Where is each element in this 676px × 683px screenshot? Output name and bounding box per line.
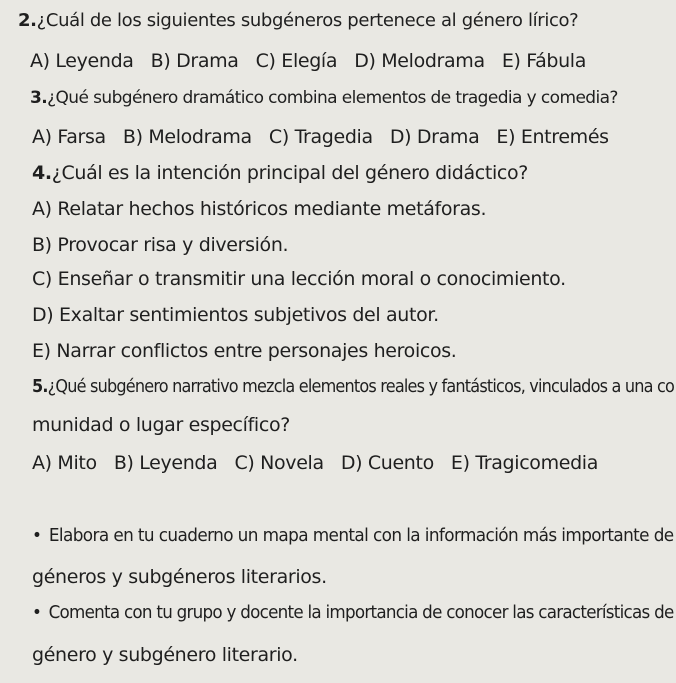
bullet-icon: • xyxy=(32,525,42,546)
question-4-option: B) Provocar risa y diversión. xyxy=(32,234,289,256)
question-4-option: C) Enseñar o transmitir una lección moral o conocimiento. xyxy=(32,268,566,290)
task-text: Comenta con tu grupo y docente la importancia de conocer las características de xyxy=(48,602,674,623)
task-2 xyxy=(32,602,674,623)
task-2-continuation: género y subgénero literario. xyxy=(32,644,298,666)
question-2 xyxy=(18,10,578,31)
question-text: ¿Cuál es la intención principal del género didáctico? xyxy=(51,162,528,184)
question-4-option: D) Exaltar sentimientos subjetivos del autor. xyxy=(32,304,439,326)
question-number: 2. xyxy=(18,10,37,31)
question-number: 5. xyxy=(32,376,48,397)
question-number: 4. xyxy=(32,162,52,184)
task-1 xyxy=(32,525,674,546)
question-text: ¿Qué subgénero narrativo mezcla elementos reales y fantásticos, vinculados a una co xyxy=(47,376,675,397)
question-4 xyxy=(32,162,528,184)
question-2-options: A) Leyenda B) Drama C) Elegía D) Melodrama E) Fábula xyxy=(30,50,586,72)
task-1-continuation: géneros y subgéneros literarios. xyxy=(32,566,327,588)
question-3 xyxy=(30,88,618,108)
question-4-option: E) Narrar conflictos entre personajes heroicos. xyxy=(32,340,457,362)
question-5-options: A) Mito B) Leyenda C) Novela D) Cuento E) Tragicomedia xyxy=(32,452,599,474)
question-text: ¿Qué subgénero dramático combina elementos de tragedia y comedia? xyxy=(47,88,618,108)
task-text: Elabora en tu cuaderno un mapa mental con la información más importante de xyxy=(48,525,674,546)
question-5-continuation: munidad o lugar específico? xyxy=(32,414,290,436)
question-5 xyxy=(32,376,674,397)
question-text: ¿Cuál de los siguientes subgéneros pertenece al género lírico? xyxy=(36,10,579,31)
question-3-options: A) Farsa B) Melodrama C) Tragedia D) Drama E) Entremés xyxy=(32,126,609,148)
question-number: 3. xyxy=(30,88,48,108)
question-4-option: A) Relatar hechos históricos mediante metáforas. xyxy=(32,198,487,220)
bullet-icon: • xyxy=(32,602,42,623)
